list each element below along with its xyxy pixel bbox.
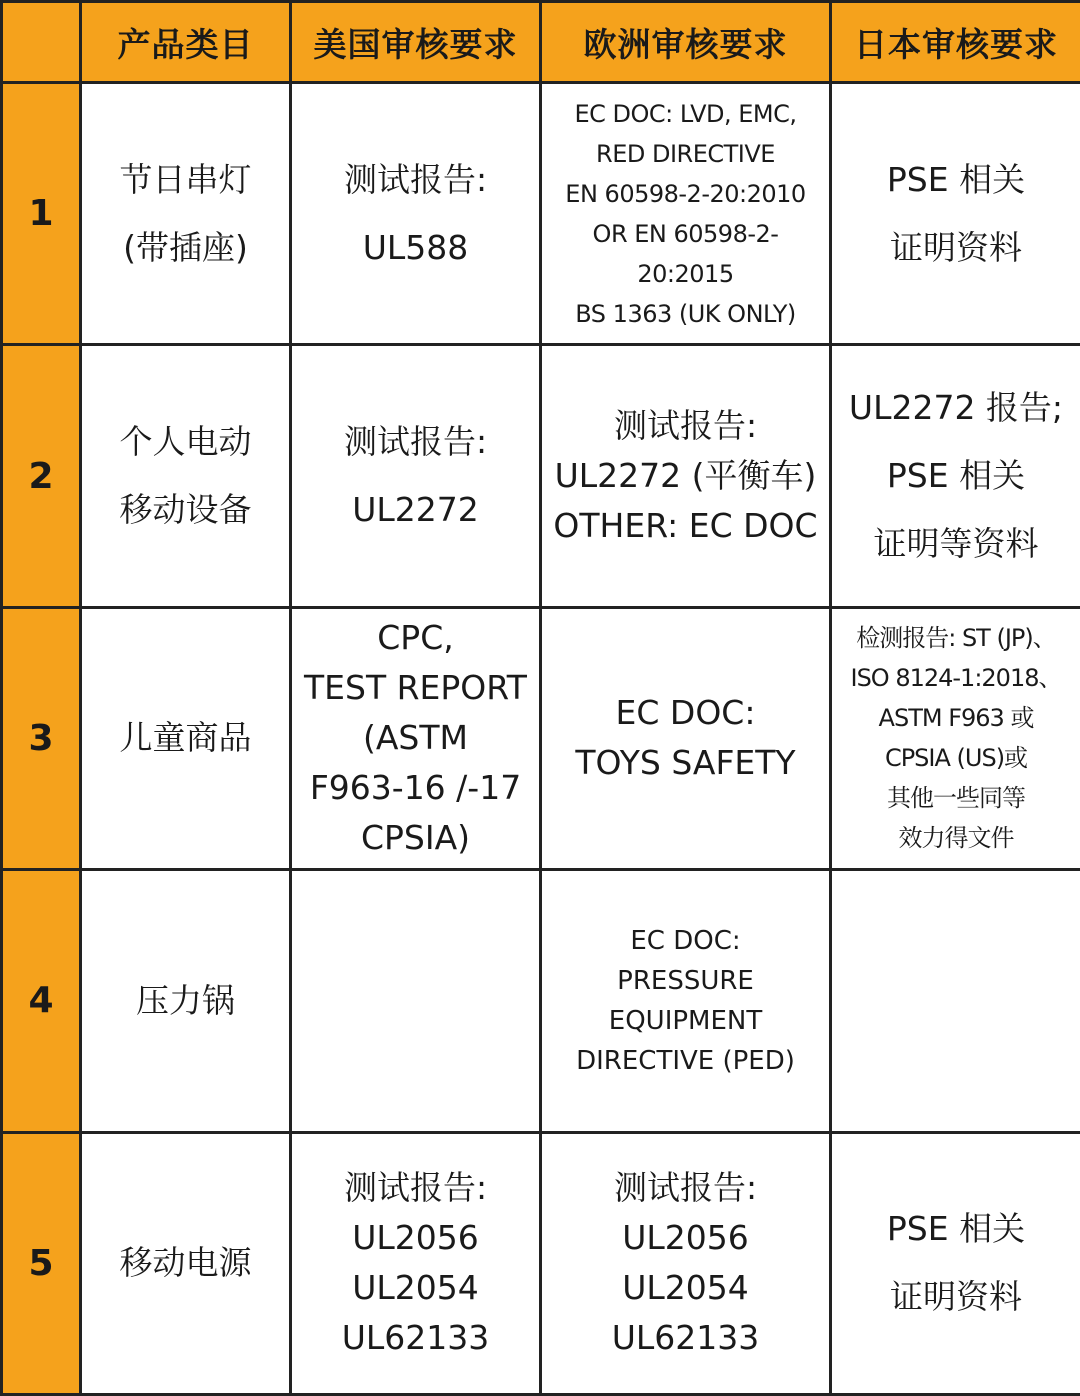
category-cell xyxy=(81,345,291,607)
us-requirement-cell xyxy=(291,870,541,1132)
eu-requirement-cell xyxy=(541,870,831,1132)
us-requirement-cell xyxy=(291,83,541,345)
table-row xyxy=(2,345,1080,607)
header-jp: 日本审核要求 xyxy=(831,2,1080,83)
eu-line: 测试报告: xyxy=(613,1168,758,1208)
us-line: UL2054 xyxy=(352,1268,479,1308)
eu-line: RED DIRECTIVE xyxy=(596,139,775,168)
table-row xyxy=(2,1132,1080,1394)
eu-line: EN 60598-2-20:2010 xyxy=(565,179,806,208)
us-line: (ASTM xyxy=(362,718,469,758)
us-line: UL588 xyxy=(362,227,469,267)
eu-line: BS 1363 (UK ONLY) xyxy=(575,299,796,328)
eu-line: DIRECTIVE (PED) xyxy=(576,1045,795,1076)
row-number: 3 xyxy=(2,607,81,869)
category-cell xyxy=(81,83,291,345)
eu-line: EQUIPMENT xyxy=(608,1005,763,1036)
jp-line: CPSIA (US)或 xyxy=(884,744,1028,773)
category-cell xyxy=(81,607,291,869)
category-cell xyxy=(81,1132,291,1394)
jp-requirement-cell xyxy=(831,1132,1080,1394)
header-us: 美国审核要求 xyxy=(291,2,541,83)
eu-line: PRESSURE xyxy=(617,965,754,996)
header-category: 产品类目 xyxy=(81,2,291,83)
us-line: UL2272 xyxy=(352,490,479,530)
eu-line: UL2054 xyxy=(622,1268,749,1308)
eu-line: OR EN 60598-2-20:2015 xyxy=(592,219,779,288)
category-cell xyxy=(81,870,291,1132)
eu-line: 测试报告: xyxy=(613,406,758,446)
jp-line: UL2272 报告; xyxy=(848,388,1064,428)
us-line: UL2056 xyxy=(352,1218,479,1258)
us-requirement-cell xyxy=(291,1132,541,1394)
table-row xyxy=(2,607,1080,869)
us-line: CPSIA) xyxy=(360,818,471,858)
jp-requirement-cell xyxy=(831,345,1080,607)
eu-requirement-cell xyxy=(541,607,831,869)
row-number: 4 xyxy=(2,870,81,1132)
eu-line: TOYS SAFETY xyxy=(575,743,796,783)
jp-line: 证明资料 xyxy=(890,227,1022,267)
eu-line: UL2272 (平衡车) xyxy=(554,456,817,496)
jp-requirement-cell xyxy=(831,607,1080,869)
jp-line: 证明等资料 xyxy=(873,524,1039,564)
category-line: 儿童商品 xyxy=(119,718,252,758)
eu-requirement-cell xyxy=(541,1132,831,1394)
jp-line: 检测报告: ST (JP)、 xyxy=(856,624,1056,653)
us-line: 测试报告: xyxy=(343,159,488,199)
eu-line: UL62133 xyxy=(611,1318,760,1358)
jp-line: PSE 相关 xyxy=(886,456,1026,496)
jp-line: ASTM F963 或 xyxy=(878,704,1034,733)
jp-line: ISO 8124-1:2018、 xyxy=(850,664,1062,693)
us-line: F963-16 /-17 xyxy=(309,768,522,808)
category-line: (带插座) xyxy=(123,227,248,267)
category-line: 个人电动 xyxy=(119,422,252,462)
us-line: 测试报告: xyxy=(343,422,488,462)
table-row xyxy=(2,870,1080,1132)
row-number: 1 xyxy=(2,83,81,345)
us-line: 测试报告: xyxy=(343,1168,488,1208)
us-line: CPC, xyxy=(377,618,454,658)
header-num xyxy=(2,2,81,83)
category-line: 移动电源 xyxy=(119,1243,252,1283)
us-requirement-cell xyxy=(291,345,541,607)
row-number: 5 xyxy=(2,1132,81,1394)
category-line: 压力锅 xyxy=(136,980,235,1020)
us-requirement-cell xyxy=(291,607,541,869)
eu-line: UL2056 xyxy=(622,1218,749,1258)
eu-line: EC DOC: xyxy=(615,693,756,733)
jp-line: 其他一些同等 xyxy=(887,784,1025,813)
eu-requirement-cell xyxy=(541,83,831,345)
jp-line: 效力得文件 xyxy=(898,824,1014,853)
us-line: TEST REPORT xyxy=(304,668,527,708)
jp-requirement-cell xyxy=(831,83,1080,345)
eu-line: OTHER: EC DOC xyxy=(553,506,818,546)
jp-line: PSE 相关 xyxy=(886,159,1026,199)
category-line: 节日串灯 xyxy=(119,159,252,199)
jp-line: PSE 相关 xyxy=(886,1209,1026,1249)
eu-requirement-cell xyxy=(541,345,831,607)
table-row xyxy=(2,83,1080,345)
header-row xyxy=(2,2,1080,83)
jp-requirement-cell xyxy=(831,870,1080,1132)
eu-line: EC DOC: LVD, EMC, xyxy=(574,99,797,128)
category-line: 移动设备 xyxy=(119,490,252,530)
row-number: 2 xyxy=(2,345,81,607)
jp-line: 证明资料 xyxy=(890,1277,1022,1317)
header-eu: 欧洲审核要求 xyxy=(541,2,831,83)
us-line: UL62133 xyxy=(341,1318,490,1358)
eu-line: EC DOC: xyxy=(630,925,741,956)
